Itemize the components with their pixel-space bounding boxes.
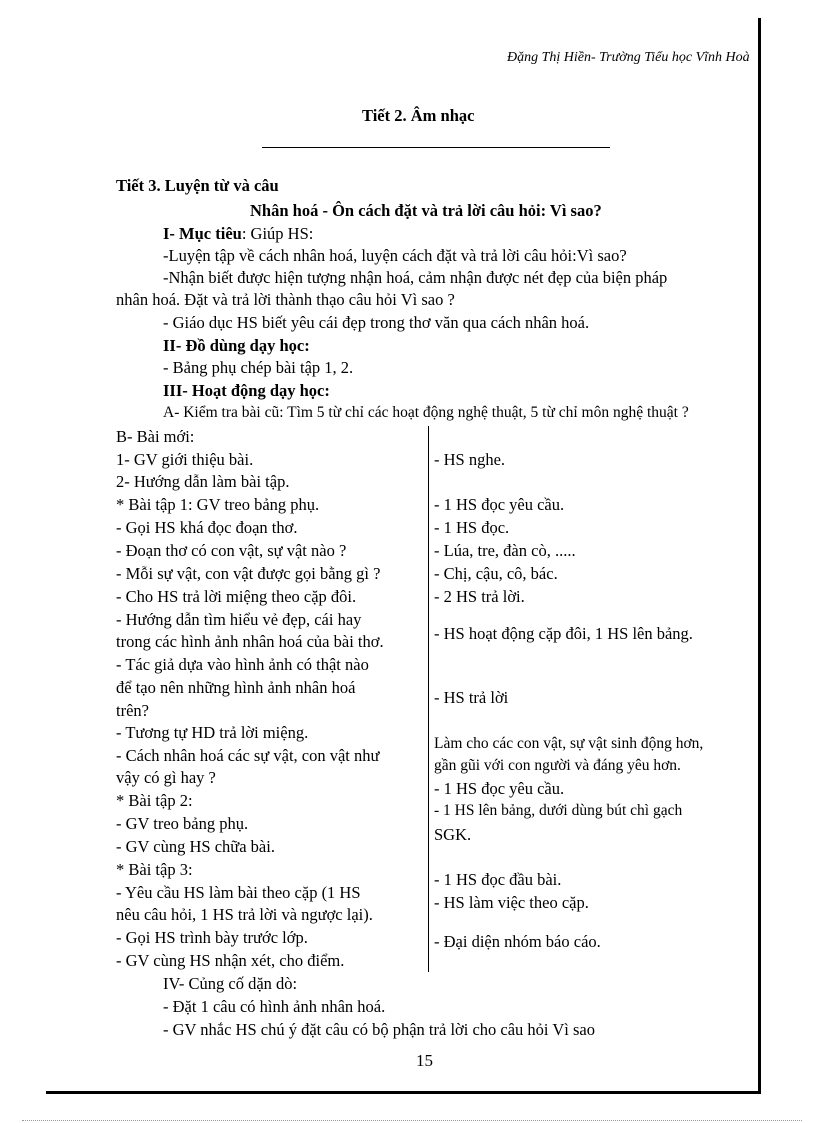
student-response: - 1 HS đọc yêu cầu. [434, 779, 565, 798]
teacher-step: trên? [116, 701, 149, 720]
lesson2-title: Tiết 2. Âm nhạc [362, 106, 475, 125]
student-response: SGK. [434, 825, 472, 844]
teacher-step: - Đoạn thơ có con vật, sự vật nào ? [116, 541, 347, 560]
student-response: - 1 HS lên bảng, dưới dùng bút chì gạch [434, 802, 683, 819]
teacher-step: - GV cùng HS nhận xét, cho điểm. [116, 951, 345, 970]
page-border-right [758, 18, 761, 1093]
teacher-step: vậy có gì hay ? [116, 768, 216, 787]
student-response: - HS hoạt động cặp đôi, 1 HS lên bảng. [434, 624, 693, 643]
student-response: - Chị, cậu, cô, bác. [434, 564, 558, 583]
teacher-step: - Cách nhân hoá các sự vật, con vật như [116, 746, 380, 765]
teacher-step: - GV treo bảng phụ. [116, 814, 249, 833]
teacher-step: 1- GV giới thiệu bài. [116, 450, 254, 469]
student-response: - 1 HS đọc yêu cầu. [434, 495, 565, 514]
student-response: - 2 HS trả lời. [434, 587, 525, 606]
teacher-step: - Tương tự HD trả lời miệng. [116, 723, 309, 742]
teacher-step: - Yêu cầu HS làm bài theo cặp (1 HS [116, 883, 361, 902]
page-number: 15 [416, 1051, 433, 1070]
objective-item: -Luyện tập về cách nhân hoá, luyện cách đặt và trả lời câu hỏi:Vì sao? [163, 246, 627, 265]
student-response: - 1 HS đọc. [434, 518, 510, 537]
objective-item: - Giáo dục HS biết yêu cái đẹp trong thơ văn qua cách nhân hoá. [163, 313, 590, 332]
student-response: - HS nghe. [434, 450, 506, 469]
materials-heading: II- Đồ dùng dạy học: [163, 336, 310, 355]
lesson3-title: Tiết 3. Luyện từ và câu [116, 176, 279, 195]
student-response: - 1 HS đọc đầu bài. [434, 870, 562, 889]
teacher-step: - Hướng dẫn tìm hiểu vẻ đẹp, cái hay [116, 610, 362, 629]
objective-item: -Nhận biết được hiện tượng nhận hoá, cảm nhận được nét đẹp của biện pháp [163, 268, 668, 287]
student-response: Làm cho các con vật, sự vật sinh động hơn, [434, 735, 704, 752]
header-author: Đặng Thị Hiền- Trường Tiểu học Vĩnh Hoà [507, 50, 750, 65]
column-divider [428, 426, 429, 972]
material-item: - Bảng phụ chép bài tập 1, 2. [163, 358, 354, 377]
page-break-dots [22, 1120, 802, 1121]
student-response: - HS trả lời [434, 688, 509, 707]
review-question: A- Kiểm tra bài cũ: Tìm 5 từ chỉ các hoạt động nghệ thuật, 5 từ chỉ môn nghệ thuật ? [163, 404, 689, 421]
objective-item: nhân hoá. Đặt và trả lời thành thạo câu hỏi Vì sao ? [116, 290, 455, 309]
student-response: - Lúa, tre, đàn cò, ..... [434, 541, 576, 560]
teacher-step: để tạo nên những hình ảnh nhân hoá [116, 678, 356, 697]
teacher-step: - Mỗi sự vật, con vật được gọi bằng gì ? [116, 564, 381, 583]
consolidation-heading: IV- Củng cố dặn dò: [163, 974, 298, 993]
objectives-heading: I- Mục tiêu [163, 224, 242, 243]
teacher-step: * Bài tập 2: [116, 791, 193, 810]
teacher-step: B- Bài mới: [116, 427, 195, 446]
teacher-step: - Gọi HS khá đọc đoạn thơ. [116, 518, 298, 537]
student-response: - HS làm việc theo cặp. [434, 893, 589, 912]
teacher-step: nêu câu hỏi, 1 HS trả lời và ngược lại). [116, 905, 373, 924]
teacher-step: * Bài tập 1: GV treo bảng phụ. [116, 495, 320, 514]
consolidation-item: - Đặt 1 câu có hình ảnh nhân hoá. [163, 997, 386, 1016]
teacher-step: - Tác giả dựa vào hình ảnh có thật nào [116, 655, 369, 674]
teacher-step: 2- Hướng dẫn làm bài tập. [116, 472, 290, 491]
page-border-bottom [46, 1091, 761, 1094]
teacher-step: * Bài tập 3: [116, 860, 193, 879]
title-underline [262, 147, 610, 148]
consolidation-item: - GV nhắc HS chú ý đặt câu có bộ phận trả lời cho câu hỏi Vì sao [163, 1020, 595, 1039]
student-response: - Đại diện nhóm báo cáo. [434, 932, 601, 951]
teacher-step: - Cho HS trả lời miệng theo cặp đôi. [116, 587, 357, 606]
objectives-heading-line [163, 224, 313, 244]
teacher-step: - GV cùng HS chữa bài. [116, 837, 275, 856]
student-response: gần gũi với con người và đáng yêu hơn. [434, 757, 681, 774]
lesson3-subtitle: Nhân hoá - Ôn cách đặt và trả lời câu hỏi: Vì sao? [250, 201, 602, 220]
teacher-step: trong các hình ảnh nhân hoá của bài thơ. [116, 632, 384, 651]
activities-heading: III- Hoạt động dạy học: [163, 381, 330, 400]
teacher-step: - Gọi HS trình bày trước lớp. [116, 928, 308, 947]
objectives-heading-suffix: : Giúp HS: [241, 224, 314, 243]
